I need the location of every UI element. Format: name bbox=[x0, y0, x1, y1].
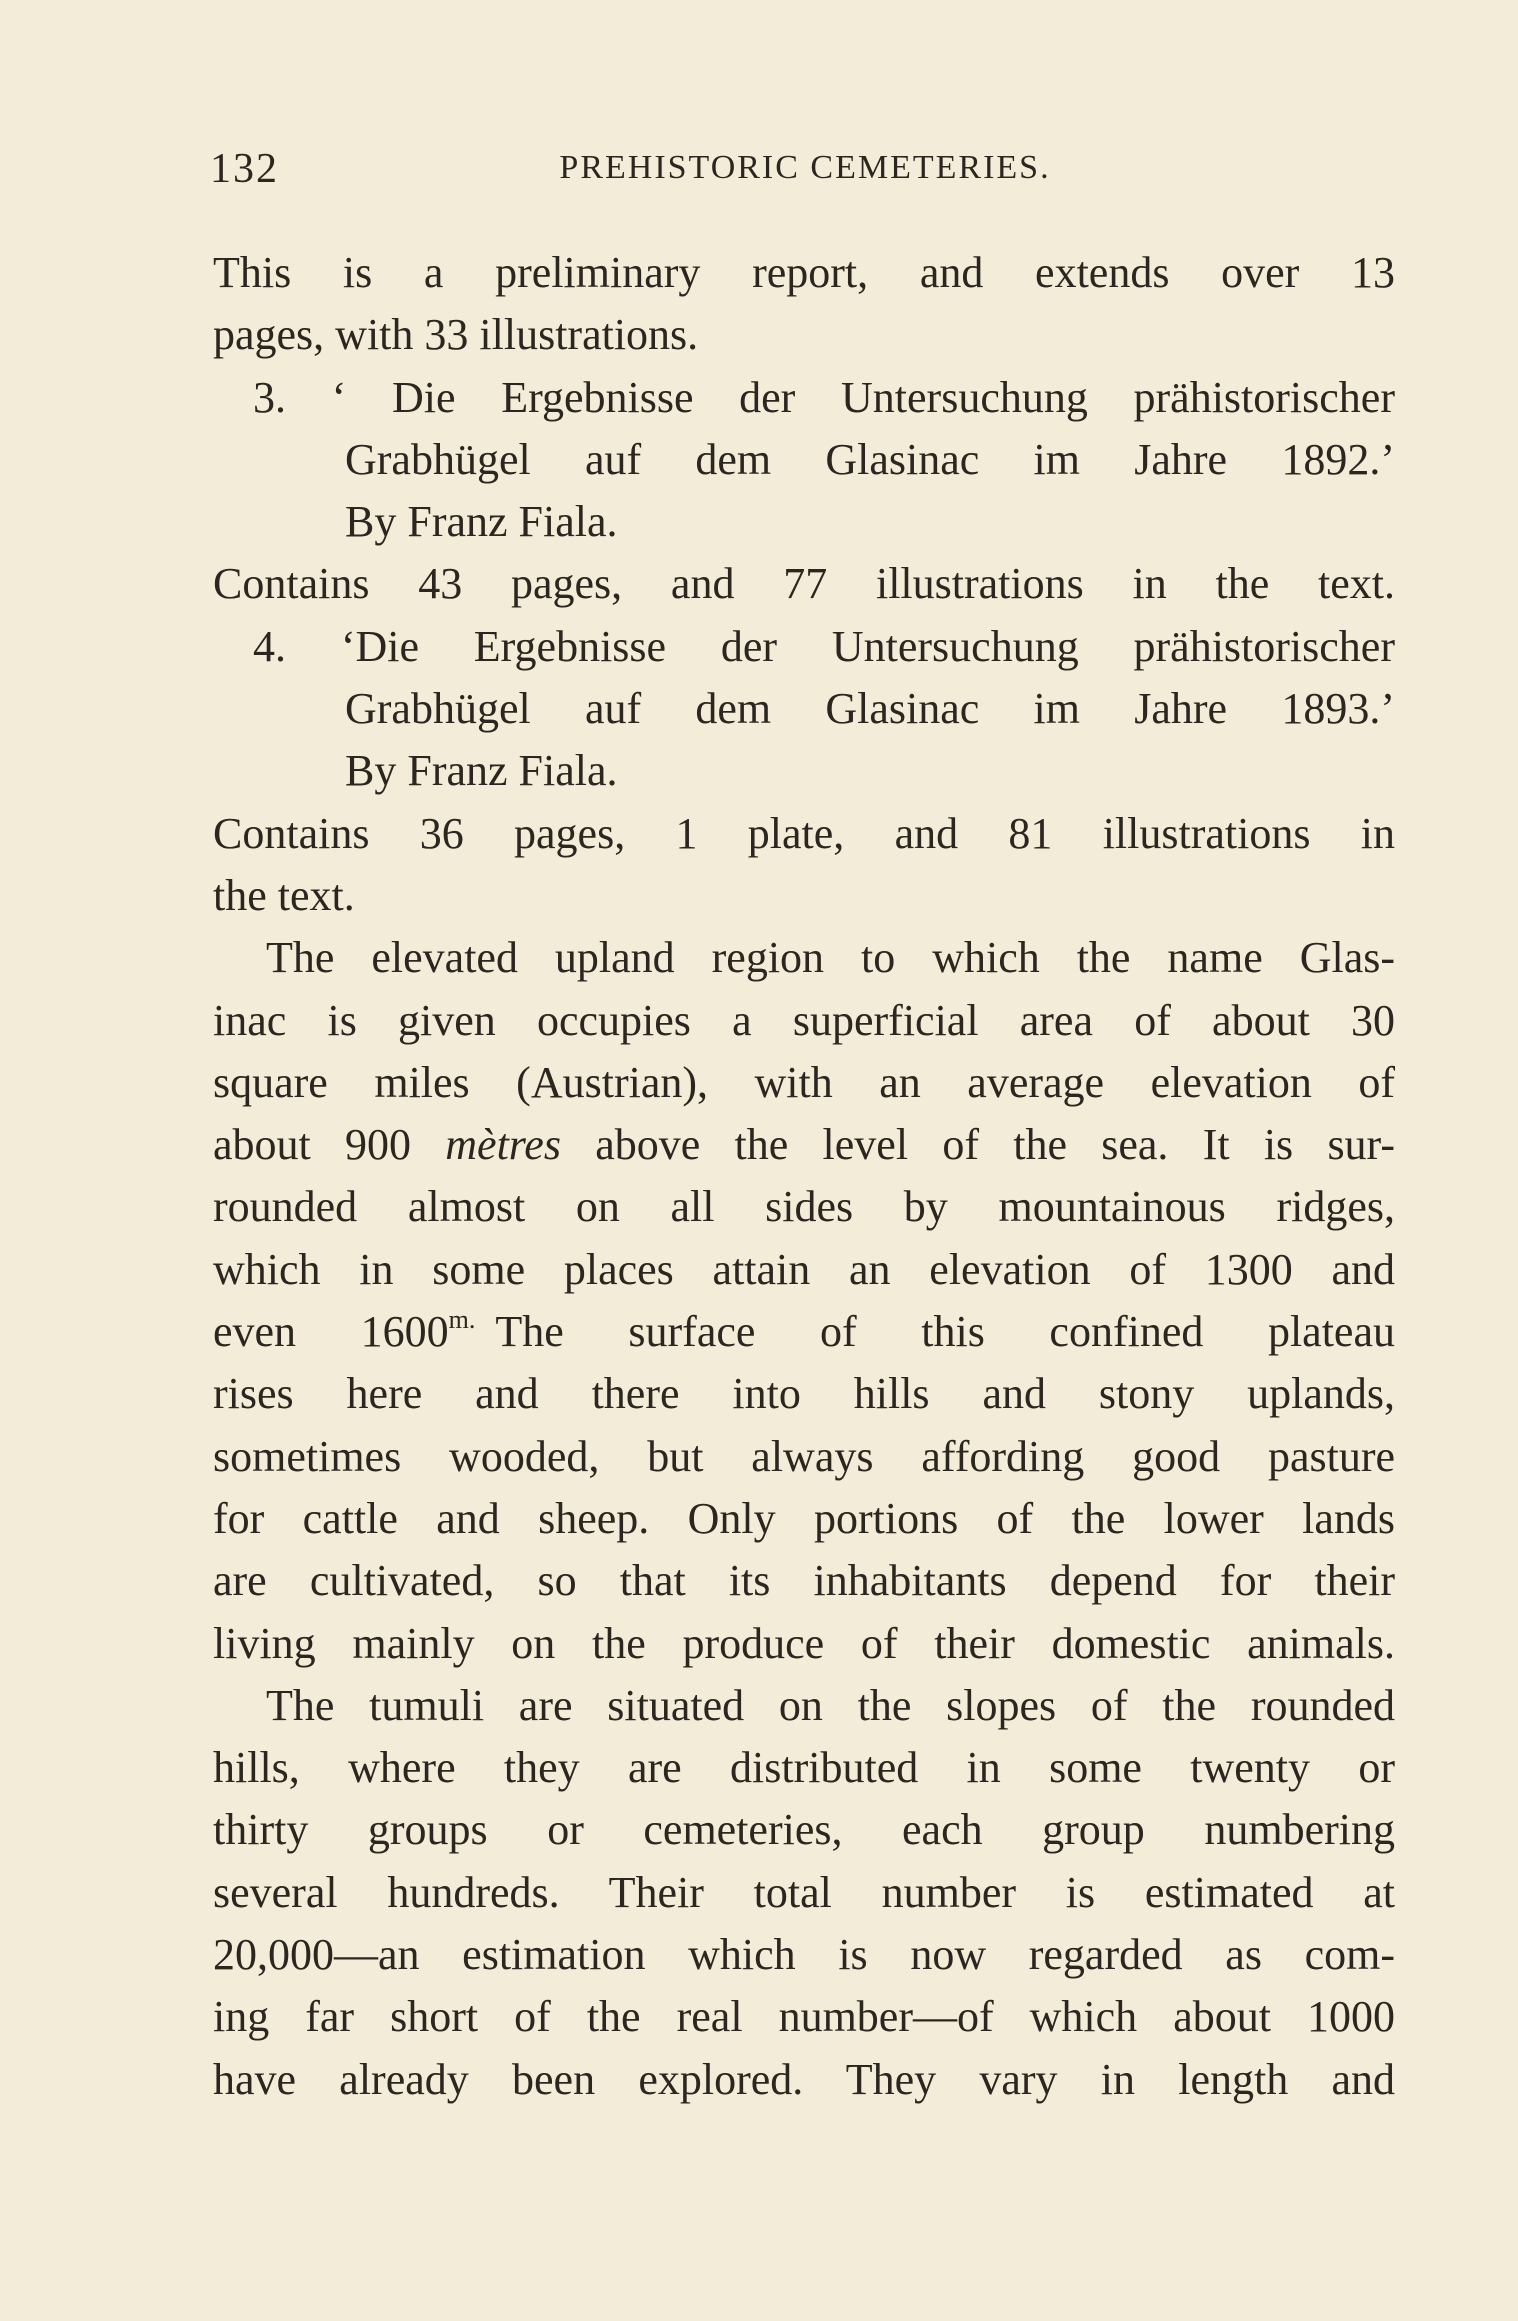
paragraph-start: The elevated upland region to which the name Glas- bbox=[266, 933, 1395, 983]
author-line: By Franz Fiala. bbox=[345, 746, 618, 796]
text-line: pages, with 33 illustrations. bbox=[213, 310, 699, 360]
body-text bbox=[213, 242, 1395, 2111]
text-line: thirty groups or cemeteries, each group numbering bbox=[213, 1805, 1395, 1855]
list-item-number-3: 3. ‘ Die Ergebnisse der Untersuchung prähistorischer bbox=[253, 372, 1395, 422]
text-line: for cattle and sheep. Only portions of the lower lands bbox=[213, 1493, 1395, 1543]
text-line: hills, where they are distributed in some twenty or bbox=[213, 1743, 1395, 1793]
text-line: Grabhügel auf dem Glasinac im Jahre 1893.’ bbox=[345, 684, 1395, 734]
italic-word: mètres bbox=[445, 1120, 561, 1170]
text-segment: about 900 bbox=[213, 1120, 446, 1170]
text-line: sometimes wooded, but always affording good pasture bbox=[213, 1431, 1395, 1481]
author-line: By Franz Fiala. bbox=[345, 497, 618, 547]
text-line: rounded almost on all sides by mountainous ridges, bbox=[213, 1182, 1395, 1232]
text-line: have already been explored. They vary in length and bbox=[213, 2054, 1395, 2104]
text-line: ing far short of the real number—of which about 1000 bbox=[213, 1992, 1395, 2042]
text-line bbox=[213, 1301, 1395, 1363]
text-line: square miles (Austrian), with an average elevation of bbox=[213, 1057, 1395, 1107]
text-line: several hundreds. Their total number is estimated at bbox=[213, 1867, 1395, 1917]
text-line: 20,000—an estimation which is now regarded as com- bbox=[213, 1930, 1395, 1980]
text-line: Grabhügel auf dem Glasinac im Jahre 1892.’ bbox=[345, 434, 1395, 484]
text-line bbox=[213, 1114, 1395, 1176]
page-header bbox=[210, 145, 1400, 205]
list-item-number-4: 4. ‘Die Ergebnisse der Untersuchung prähistorischer bbox=[253, 621, 1395, 671]
page-number: 132 bbox=[210, 146, 279, 192]
paragraph-start: The tumuli are situated on the slopes of the rounded bbox=[266, 1680, 1395, 1730]
text-line: living mainly on the produce of their domestic animals. bbox=[213, 1618, 1395, 1668]
text-line: rises here and there into hills and stony uplands, bbox=[213, 1369, 1395, 1419]
superscript-unit: m. bbox=[448, 1305, 476, 1335]
text-line: This is a preliminary report, and extends over 13 bbox=[213, 248, 1395, 297]
text-line: Contains 43 pages, and 77 illustrations in the text. bbox=[213, 559, 1395, 609]
text-line: inac is given occupies a superficial area of about 30 bbox=[213, 995, 1395, 1045]
text-line: Contains 36 pages, 1 plate, and 81 illustrations in bbox=[213, 808, 1395, 858]
text-line: which in some places attain an elevation of 1300 and bbox=[213, 1244, 1395, 1294]
text-segment: The surface of this confined plateau bbox=[495, 1307, 1395, 1357]
text-segment: above the level of the sea. It is sur- bbox=[560, 1120, 1395, 1170]
text-line: the text. bbox=[213, 870, 355, 920]
text-segment: even 1600 bbox=[213, 1307, 449, 1357]
text-line: are cultivated, so that its inhabitants depend for their bbox=[213, 1556, 1395, 1606]
running-title: PREHISTORIC CEMETERIES. bbox=[559, 149, 1051, 186]
